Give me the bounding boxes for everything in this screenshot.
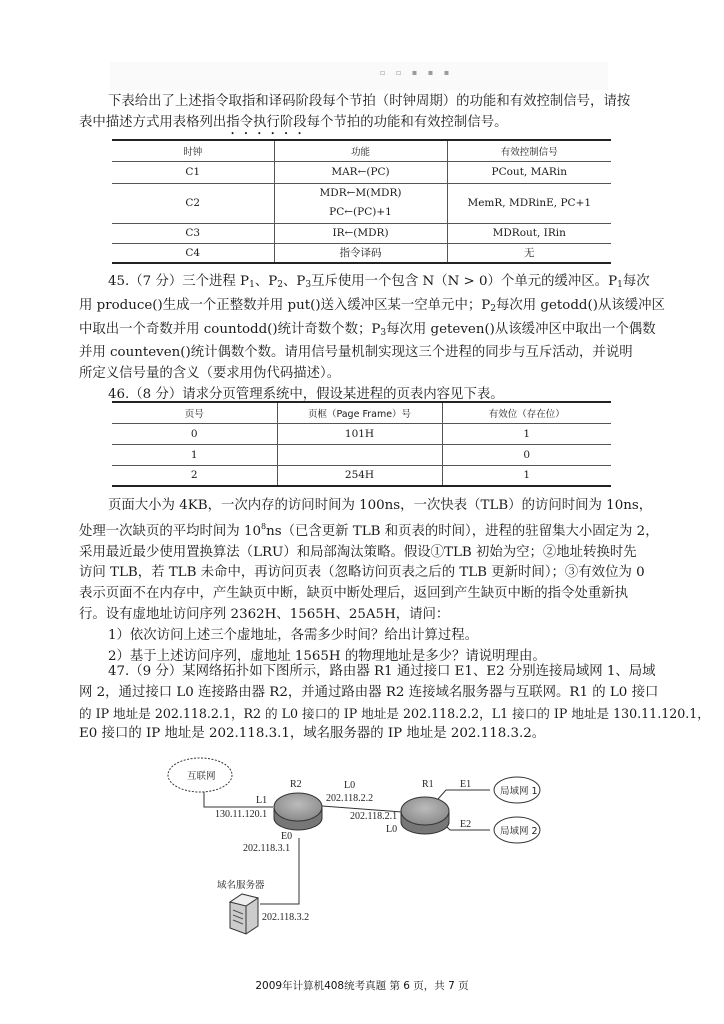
svg-text:局域网 1: 局域网 1 [500, 786, 538, 797]
svg-text:202.118.2.2: 202.118.2.2 [326, 793, 374, 804]
col-header-frame: 页框（Page Frame）号 [277, 402, 442, 423]
question-46-body: 页面大小为 4KB，一次内存的访问时间为 100ns，一次快表（TLB）的访问时间为 10ns， 处理一次缺页的平均时间为 $10^8ns$（已含更新 TLB 和页表的时间），进程的驻留集大小固定为 2， 采用最近最少使用置换算法（LRU）和局部淘汰策略。假设①TLB 初始为空；②地址转换时先 访问 TLB，若 TLB 未命中，再访问页表（忽略访问页表之后的 TLB 更新时间）；③有效位为 0 表示页面不在内存中，产生缺页中断，缺页中断处理后，返回到产生缺页中断的指令处重新执 行。设有虚地址访问序列 2362H、1565H、25A5H，请问： 1）依次访问上述三个虚地址，各需多少时间？给出计算过程。 2）基于上述访问序列，虚地址 1565H 的物理地址是多少？请说明理由。 [79, 496, 659, 667]
emphasized-text: 指令执行阶段 [226, 114, 307, 130]
lan2-node [494, 817, 540, 843]
table-row: C4 指令译码 无 [112, 243, 611, 263]
table-row: 2 254H 1 [112, 465, 611, 486]
table-row: 0 101H 1 [112, 423, 611, 444]
table-row: 1 0 [112, 444, 611, 465]
question-46-intro: 46.（8 分）请求分页管理系统中，假设某进程的页表内容见下表。 [108, 386, 504, 402]
internet-cloud-icon [168, 758, 232, 792]
col-header-clock: 时钟 [112, 140, 274, 161]
router-r1-icon [401, 797, 449, 834]
col-header-valid: 有效位（存在位） [442, 402, 611, 423]
col-header-page: 页号 [112, 402, 277, 423]
svg-text:202.118.3.2: 202.118.3.2 [262, 912, 310, 923]
instruction-cycle-table [112, 139, 611, 264]
svg-text:E2: E2 [460, 819, 472, 830]
svg-text:局域网 2: 局域网 2 [500, 826, 538, 837]
table-intro-paragraph: 下表给出了上述指令取指和译码阶段每个节拍（时钟周期）的功能和有效控制信号，请按 表中描述方式用表格列出指令执行阶段每个节拍的功能和有效控制信号。 [79, 94, 631, 130]
svg-text:互联网: 互联网 [187, 771, 216, 782]
svg-text:130.11.120.1: 130.11.120.1 [215, 809, 268, 820]
page-footer: 2009年计算机408统考真题 第 6 页，共 7 页 [255, 980, 469, 992]
table-row: C3 IR←(MDR) MDRout, IRin [112, 223, 611, 243]
page-table [112, 401, 611, 487]
col-header-signals: 有效控制信号 [447, 140, 611, 161]
header-marks: ▫ ▫ ▪ ▪ ▪ [380, 68, 454, 77]
question-47: 47.（9 分）某网络拓扑如下图所示，路由器 R1 通过接口 E1、E2 分别连接局域网 1、局域 网 2，通过接口 L0 连接路由器 R2，并通过路由器 R2 连接域名服务器与互联网。R1 的 L0 接口 的 IP 地址是 202.118.2.1，R2 的 L0 接口的 IP 地址是 202.118.2.2，L1 接口的 IP 地址是 130.11.120.1， E0 接口的 IP 地址是 202.118.3.1，域名服务器的 IP 地址是 202.118.3.2。 [79, 664, 710, 742]
table-row: C1 MAR←(PC) PCout, MARin [112, 161, 611, 183]
svg-text:L1: L1 [256, 795, 268, 806]
router-r2-icon [274, 793, 322, 830]
table-header-row [112, 140, 611, 161]
svg-text:R1: R1 [422, 779, 434, 790]
question-46-sub2: 2）基于上述访问序列，虚地址 1565H 的物理地址是多少？请说明理由。 [108, 648, 546, 664]
scan-header-strip [110, 62, 608, 90]
col-header-function: 功能 [274, 140, 447, 161]
lan1-node [494, 777, 540, 803]
table-header-row [112, 402, 611, 423]
svg-text:L0: L0 [386, 824, 398, 835]
table-row: C2 MDR←M(MDR) PC←(PC)+1 MemR, MDRinE, PC+1 [112, 183, 611, 223]
svg-text:L0: L0 [344, 780, 356, 791]
question-45: 45.（7 分）三个进程 $P_1$、$P_2$、$P_3$互斥使用一个包含 N（N > 0）个单元的缓冲区。$P_1$每次 用 produce()生成一个正整数并用 put()送入缓冲区某一空单元中；$P_2$每次用 getodd()从该缓冲区 中取出一个奇数并用 countodd()统计奇数个数；$P_3$每次用 geteven()从该缓冲区中取出一个偶数 并用 counteven()统计偶数个数。请用信号量机制实现这三个进程的同步与互斥活动，并说明 所定义信号量的含义（要求用伪代码描述）。 46.（8 分）请求分页管理系统中，假设某进程的页表内容见下表。 [79, 272, 659, 406]
svg-text:202.118.2.1: 202.118.2.1 [350, 811, 398, 822]
network-topology-diagram [160, 750, 560, 950]
svg-text:202.118.3.1: 202.118.3.1 [243, 843, 291, 854]
svg-text:R2: R2 [290, 779, 302, 790]
dns-server-icon [230, 894, 258, 934]
question-46-sub1: 1）依次访问上述三个虚地址，各需多少时间？给出计算过程。 [108, 627, 479, 643]
svg-text:E1: E1 [460, 779, 472, 790]
svg-text:E0: E0 [281, 831, 293, 842]
svg-text:域名服务器: 域名服务器 [217, 880, 265, 891]
